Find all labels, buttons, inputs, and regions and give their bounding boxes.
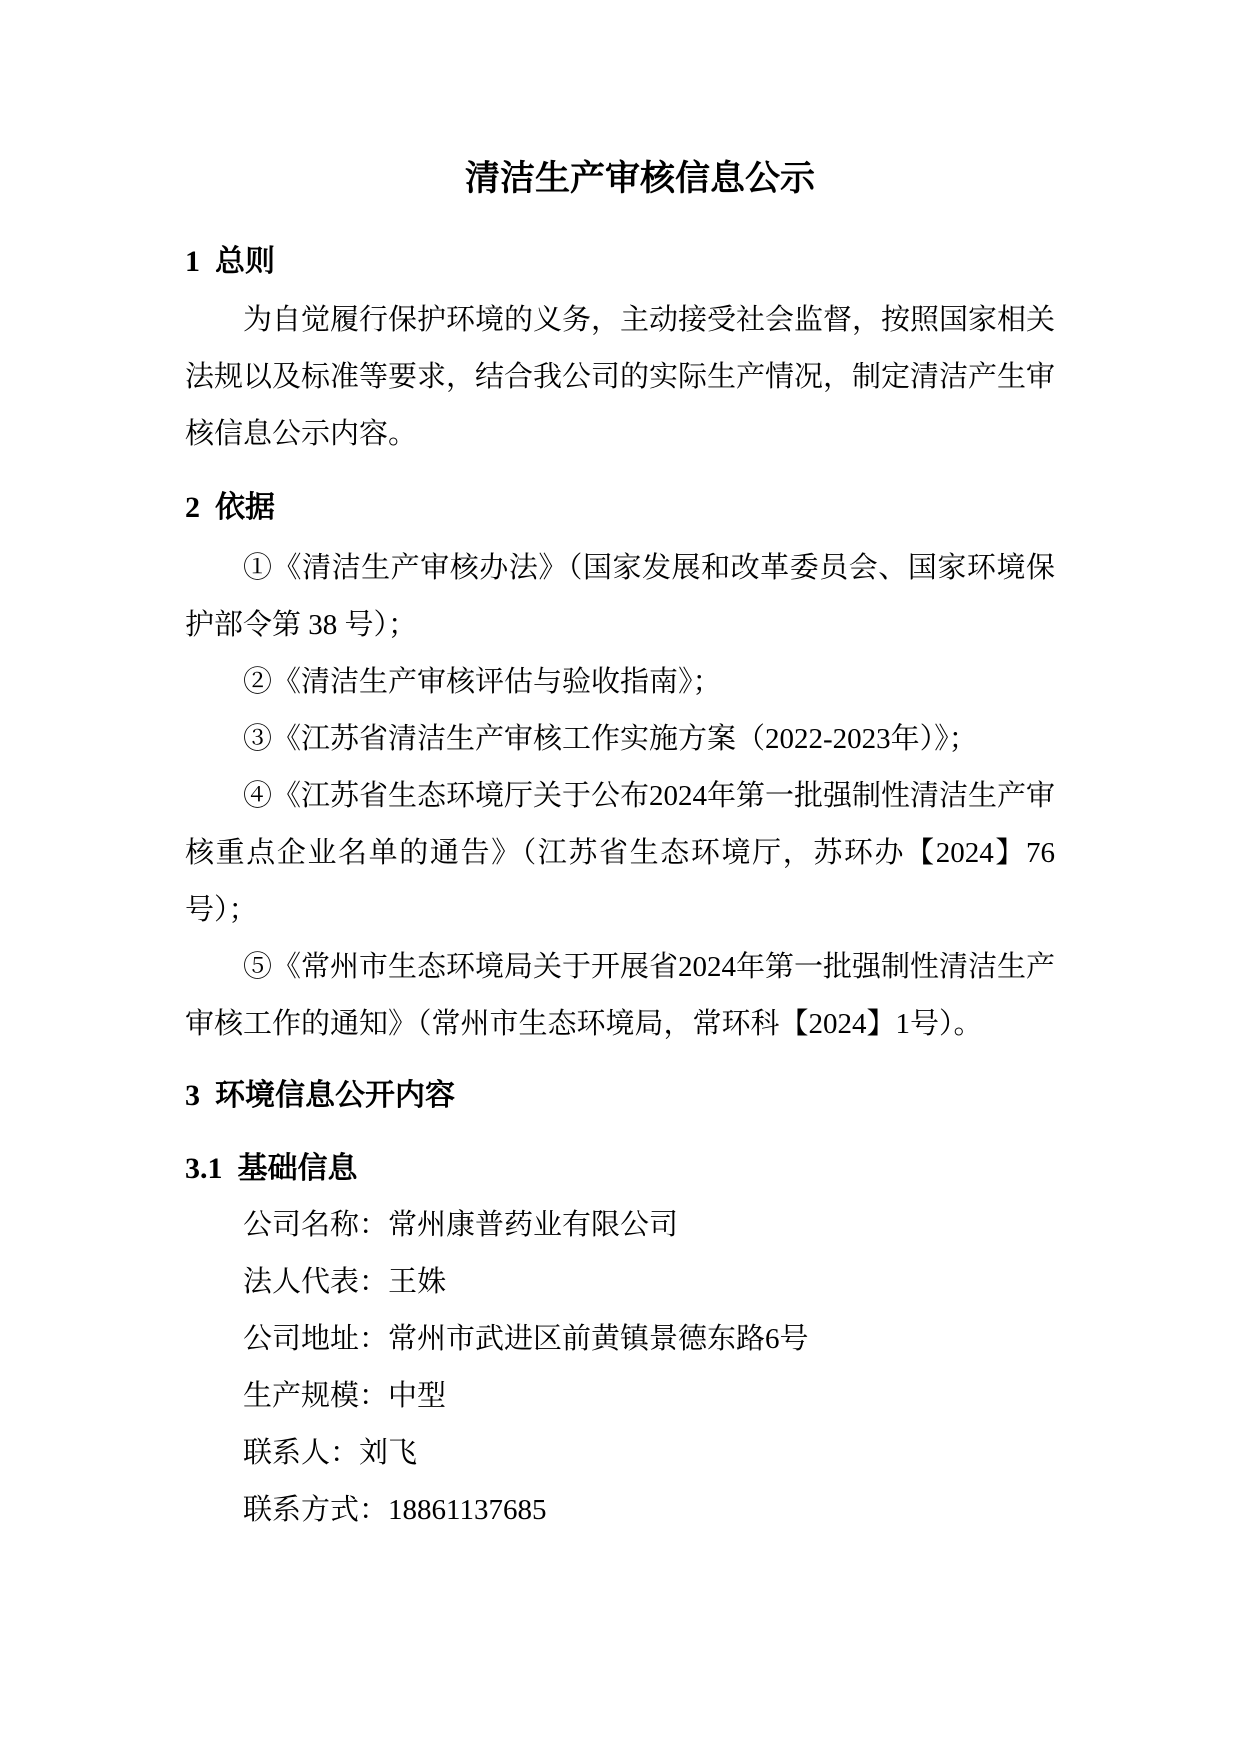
- section-1-paragraph: 为自觉履行保护环境的义务，主动接受社会监督，按照国家相关法规以及标准等要求，结合我公司的实际生产情况，制定清洁产生审核信息公示内容。: [185, 304, 1056, 450]
- document-title: 清洁生产审核信息公示: [464, 159, 815, 198]
- info-value: 18861137685: [388, 1494, 547, 1526]
- info-contact-phone: [185, 1482, 1055, 1539]
- info-value: 常州市武进区前黄镇景德东路6号: [388, 1323, 809, 1355]
- info-label: 法人代表：: [243, 1266, 389, 1298]
- info-legal-representative: [185, 1254, 1055, 1311]
- reference-item-2: ②《清洁生产审核评估与验收指南》；: [243, 666, 722, 698]
- section-3-heading: 3 环境信息公开内容: [185, 1079, 455, 1112]
- info-label: 公司地址：: [243, 1323, 389, 1355]
- info-company-address: [185, 1311, 1055, 1368]
- section-3-1-heading: 3.1 基础信息: [185, 1152, 358, 1185]
- info-company-name: [185, 1197, 1055, 1254]
- info-label: 联系方式：: [243, 1494, 389, 1526]
- info-label: 联系人：: [243, 1437, 360, 1469]
- reference-item-1: ①《清洁生产审核办法》（国家发展和改革委员会、国家环境保护部令第 38 号）；: [185, 552, 1055, 641]
- reference-item-5: ⑤《常州市生态环境局关于开展省2024年第一批强制性清洁生产审核工作的通知》（常州市生态环境局，常环科【2024】1号）。: [185, 951, 1056, 1040]
- info-value: 常州康普药业有限公司: [388, 1209, 679, 1241]
- info-value: 中型: [388, 1380, 447, 1412]
- section-1-heading: 1 总则: [185, 245, 275, 278]
- info-label: 公司名称：: [243, 1209, 389, 1241]
- info-label: 生产规模：: [243, 1380, 389, 1412]
- reference-item-4: ④《江苏省生态环境厅关于公布2024年第一批强制性清洁生产审核重点企业名单的通告》（江苏省生态环境厅，苏环办【2024】76号）；: [185, 780, 1056, 926]
- section-2-heading: 2 依据: [185, 491, 275, 524]
- info-production-scale: [185, 1368, 1055, 1425]
- info-value: 刘飞: [359, 1437, 418, 1469]
- info-value: 王姝: [388, 1266, 447, 1298]
- info-contact-person: [185, 1425, 1055, 1482]
- reference-item-3: ③《江苏省清洁生产审核工作实施方案（2022-2023年）》；: [243, 723, 978, 755]
